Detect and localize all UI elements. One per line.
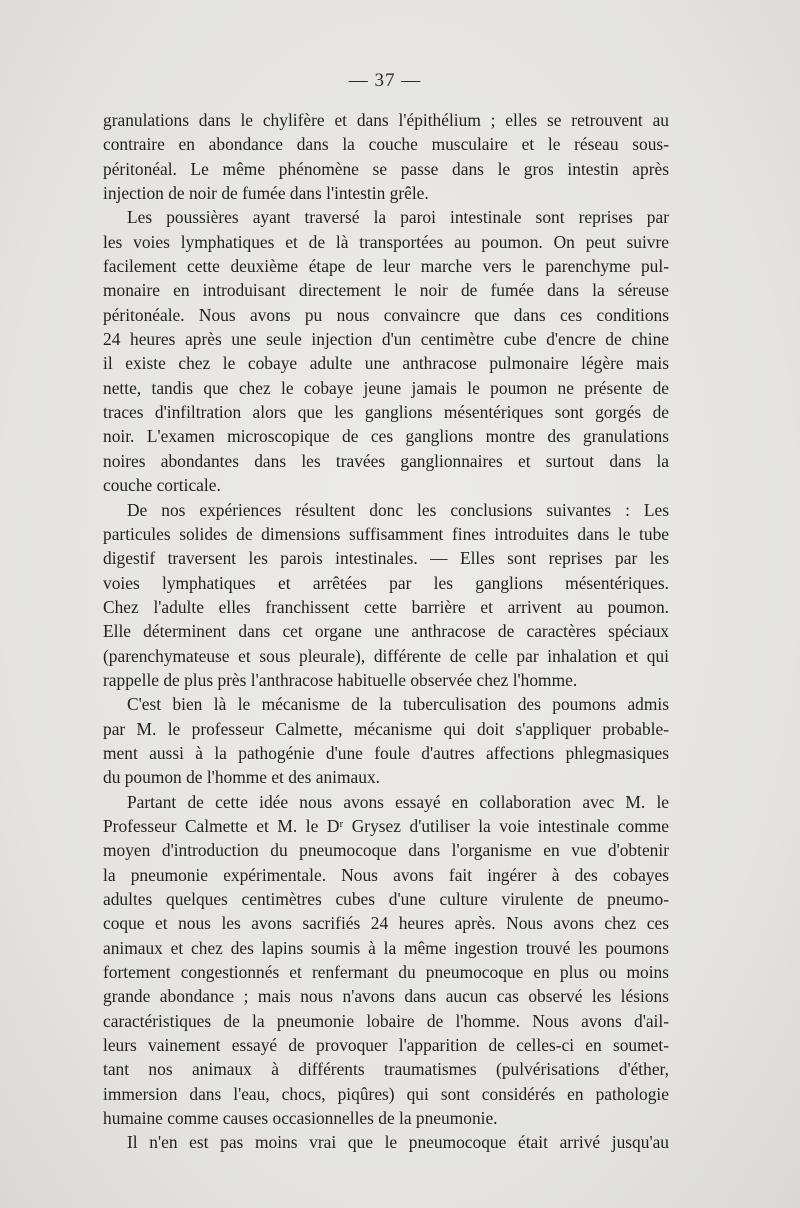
- text-line: Elle déterminent dans cet organe une anthracose de caractères spéciaux: [103, 621, 669, 642]
- text-line: Il n'en est pas moins vrai que le pneumocoque était arrivé jusqu'au: [127, 1132, 669, 1153]
- text-line: il existe chez le cobaye adulte une anthracose pulmonaire légère mais: [103, 353, 669, 374]
- text-line: De nos expériences résultent donc les conclusions suivantes : Les: [127, 499, 669, 520]
- text-line: la pneumonie expérimentale. Nous avons fait ingérer à des cobayes: [103, 864, 669, 885]
- text-line: noires abondantes dans les travées ganglionnaires et surtout dans la: [103, 450, 669, 471]
- text-line: digestif traversent les parois intestinales. — Elles sont reprises par les: [103, 548, 669, 569]
- text-line: noir. L'examen microscopique de ces ganglions montre des granulations: [103, 426, 669, 447]
- paragraph: [103, 205, 669, 497]
- text-line: animaux et chez des lapins soumis à la même ingestion trouvé les poumons: [103, 937, 669, 958]
- text-line: immersion dans l'eau, chocs, piqûres) qui sont considérés en pathologie: [103, 1083, 669, 1104]
- paragraph: [103, 790, 669, 1131]
- page-number: — 37 —: [348, 70, 422, 91]
- text-line: 24 heures après une seule injection d'un centimètre cube d'encre de chine: [103, 329, 669, 350]
- text-line: granulations dans le chylifère et dans l'épithélium ; elles se retrouvent au: [103, 110, 669, 130]
- text-line: Les poussières ayant traversé la paroi intestinale sont reprises par: [127, 207, 669, 228]
- text-line: Professeur Calmette et M. le Dʳ Grysez d'utiliser la voie intestinale comme: [103, 815, 669, 836]
- text-line: nette, tandis que chez le cobaye jeune jamais le poumon ne présente de: [103, 377, 669, 398]
- text-line: coque et nous les avons sacrifiés 24 heures après. Nous avons chez ces: [103, 913, 669, 934]
- text-line: rappelle de plus près l'anthracose habituelle observée chez l'homme.: [103, 669, 578, 690]
- text-line: facilement cette deuxième étape de leur marche vers le parenchyme pul-: [103, 256, 669, 277]
- text-line: traces d'infiltration alors que les ganglions mésentériques sont gorgés de: [103, 402, 669, 423]
- text-line: moyen d'introduction du pneumocoque dans l'organisme en vue d'obtenir: [103, 840, 669, 861]
- text-line: péritonéal. Le même phénomène se passe dans le gros intestin après: [103, 158, 669, 179]
- text-line: ment aussi à la pathogénie d'une foule d'autres affections phlegmasiques: [103, 742, 669, 763]
- text-line: injection de noir de fumée dans l'intestin grêle.: [103, 183, 429, 204]
- text-line: particules solides de dimensions suffisamment fines introduites dans le tube: [103, 523, 669, 544]
- paragraph: [103, 108, 669, 205]
- text-line: caractéristiques de la pneumonie lobaire de l'homme. Nous avons d'ail-: [103, 1010, 669, 1031]
- paragraph: [103, 692, 669, 789]
- text-line: monaire en introduisant directement le noir de fumée dans la séreuse: [103, 280, 669, 301]
- text-line: fortement congestionnés et renfermant du pneumocoque en plus ou moins: [103, 962, 669, 983]
- text-line: tant nos animaux à différents traumatismes (pulvérisations d'éther,: [103, 1059, 669, 1080]
- text-line: Chez l'adulte elles franchissent cette barrière et arrivent au poumon.: [103, 596, 669, 617]
- paragraph: [103, 1130, 669, 1154]
- text-line: par M. le professeur Calmette, mécanisme qui doit s'appliquer probable-: [103, 718, 669, 739]
- text-line: Partant de cette idée nous avons essayé en collaboration avec M. le: [127, 791, 669, 812]
- text-line: du poumon de l'homme et des animaux.: [103, 767, 380, 788]
- text-line: adultes quelques centimètres cubes d'une culture virulente de pneumo-: [103, 889, 669, 909]
- text-line: (parenchymateuse et sous pleurale), différente de celle par inhalation et qui: [103, 645, 669, 666]
- paragraph: [103, 498, 669, 693]
- text-line: C'est bien là le mécanisme de la tuberculisation des poumons admis: [127, 694, 669, 715]
- text-line: humaine comme causes occasionnelles de la pneumonie.: [103, 1108, 498, 1129]
- text-line: grande abondance ; mais nous n'avons dans aucun cas observé les lésions: [103, 986, 669, 1007]
- body-text: [103, 108, 669, 1155]
- text-line: leurs vainement essayé de provoquer l'apparition de celles-ci en soumet-: [103, 1035, 669, 1056]
- text-line: voies lymphatiques et arrêtées par les ganglions mésentériques.: [103, 572, 669, 593]
- text-line: péritonéale. Nous avons pu nous convaincre que dans ces conditions: [103, 304, 669, 325]
- text-line: les voies lymphatiques et de là transportées au poumon. On peut suivre: [103, 231, 669, 252]
- text-line: couche corticale.: [103, 475, 221, 496]
- text-line: contraire en abondance dans la couche musculaire et le réseau sous-: [103, 134, 669, 155]
